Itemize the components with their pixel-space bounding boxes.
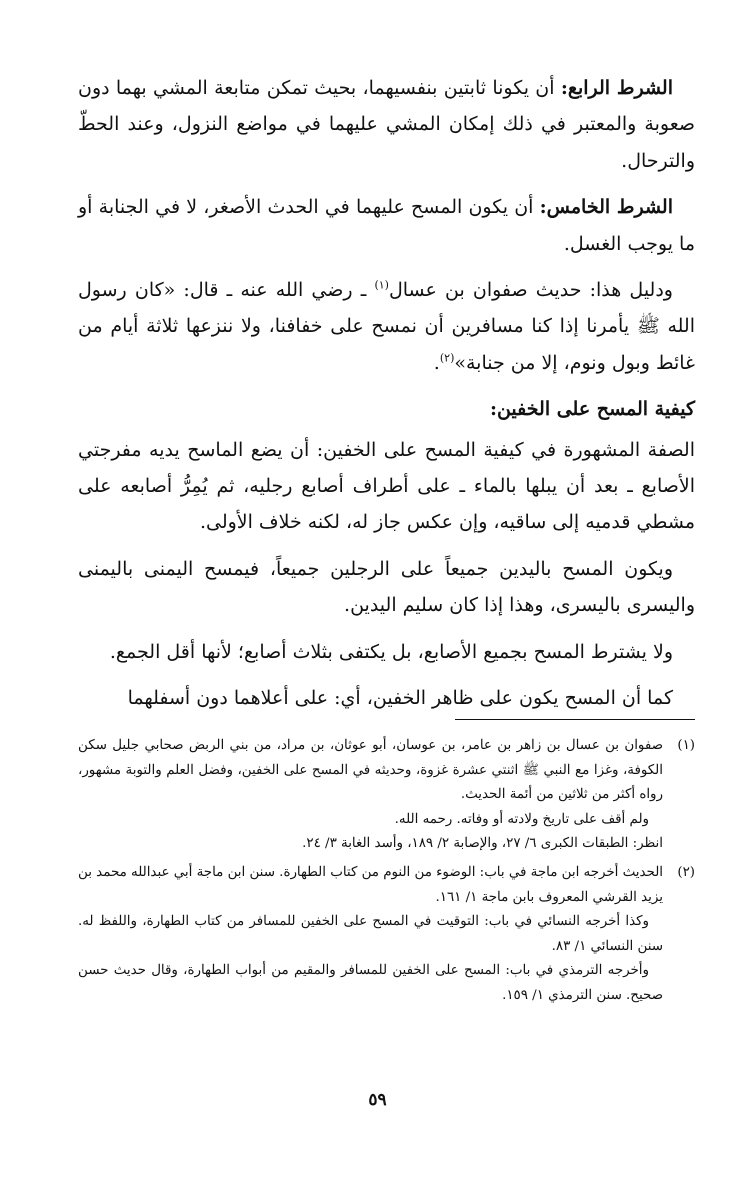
footnote-2 (78, 861, 695, 1009)
condition-five-text: أن يكون المسح عليهما في الحدث الأصغر، لا في الجنابة أو ما يوجب الغسل. (78, 196, 695, 255)
main-text (78, 70, 695, 727)
both-hands-paragraph: ويكون المسح باليدين جميعاً على الرجلين جميعاً، فيمسح اليمنى باليمنى واليسرى باليسرى، وهذا إذا كان سليم اليدين. (78, 557, 695, 617)
evidence-text-b: ـ رضي الله عنه ـ قال: «كان رسول الله ﷺ يأمرنا إذا كنا مسافرين أن نمسح على خفافنا، ولا ننزعها ثلاثة أيام من غائط وبول ونوم، إلا من جنابة» (78, 279, 695, 374)
footnotes (78, 734, 695, 1013)
upper-side-paragraph: كما أن المسح يكون على ظاهر الخفين، أي: على أعلاهما دون أسفلهما (127, 687, 673, 710)
condition-four-paragraph (78, 70, 695, 179)
wiping-method-paragraph: الصفة المشهورة في كيفية المسح على الخفين: أن يضع الماسح يديه مفرجتي الأصابع ـ بعد أن يبلها بالماء ـ على أطراف أصابع رجليه، ثم يُمِرُّ أصابعه على مشطي قدميه إلى ساقيه، وإن عكس جاز له، لكنه خلاف الأولى. (78, 438, 695, 534)
condition-four-text: أن يكونا ثابتين بنفسيهما، بحيث تمكن متابعة المشي بهما دون صعوبة والمعتبر في ذلك إمكان المشي عليهما في مواضع النزول، وعند الحطّ والترحال. (78, 77, 695, 172)
page-number: ٥٩ (368, 1090, 387, 1110)
condition-five-label: الشرط الخامس: (539, 196, 673, 219)
evidence-text-a: ودليل هذا: حديث صفوان بن عسال (388, 279, 673, 302)
footnote-1-bio: صفوان بن عسال بن زاهر بن عامر، بن عوسان، أبو عوثان، بن مراد، من بني الربض صحابي جليل سكن الكوفة، وغزا مع النبي ﷺ اثنتي عشرة غزوة، وحديثه في المسح على الخفين، وفضل العلم والتوبة مشهور، رواه أكثر من ثلاثين من أئمة الحديث. (78, 738, 663, 803)
footnote-1-sources: انظر: الطبقات الكبرى ٦/ ٢٧، والإصابة ٢/ ١٨٩، وأسد الغابة ٣/ ٢٤. (302, 836, 663, 852)
footnote-ref-1[interactable]: (١) (374, 278, 389, 292)
footnote-2-ibn-majah: الحديث أخرجه ابن ماجة في باب: الوضوء من النوم من كتاب الطهارة. سنن ابن ماجة أبي عبدالله محمد بن يزيد القرشي المعروف بابن ماجة ١/ ١٦١. (78, 864, 663, 905)
footnote-1 (78, 734, 695, 857)
condition-five-paragraph (78, 189, 695, 262)
footnote-ref-2[interactable]: (٢) (439, 351, 455, 365)
evidence-paragraph (78, 272, 695, 381)
footnote-divider (455, 719, 695, 720)
footnote-2-tirmidhi: وأخرجه الترمذي في باب: المسح على الخفين للمسافر والمقيم من أبواب الطهارة، وقال حديث حسن صحيح. سنن الترمذي ١/ ١٥٩. (78, 963, 663, 1003)
footnote-1-number: (١) (677, 738, 695, 753)
footnote-2-number: (٢) (677, 864, 695, 880)
section-heading: كيفية المسح على الخفين: (489, 398, 695, 421)
evidence-end: . (433, 351, 440, 374)
condition-four-label: الشرط الرابع: (560, 77, 673, 99)
footnote-2-nasai: وكذا أخرجه النسائي في باب: التوقيت في المسح على الخفين للمسافر من كتاب الطهارة، واللفظ له. سنن النسائي ١/ ٨٣. (78, 914, 663, 954)
footnote-1-dates: ولم أقف على تاريخ ولادته أو وفاته. رحمه الله. (394, 811, 649, 827)
fingers-paragraph: ولا يشترط المسح بجميع الأصابع، بل يكتفى بثلاث أصابع؛ لأنها أقل الجمع. (109, 640, 673, 663)
